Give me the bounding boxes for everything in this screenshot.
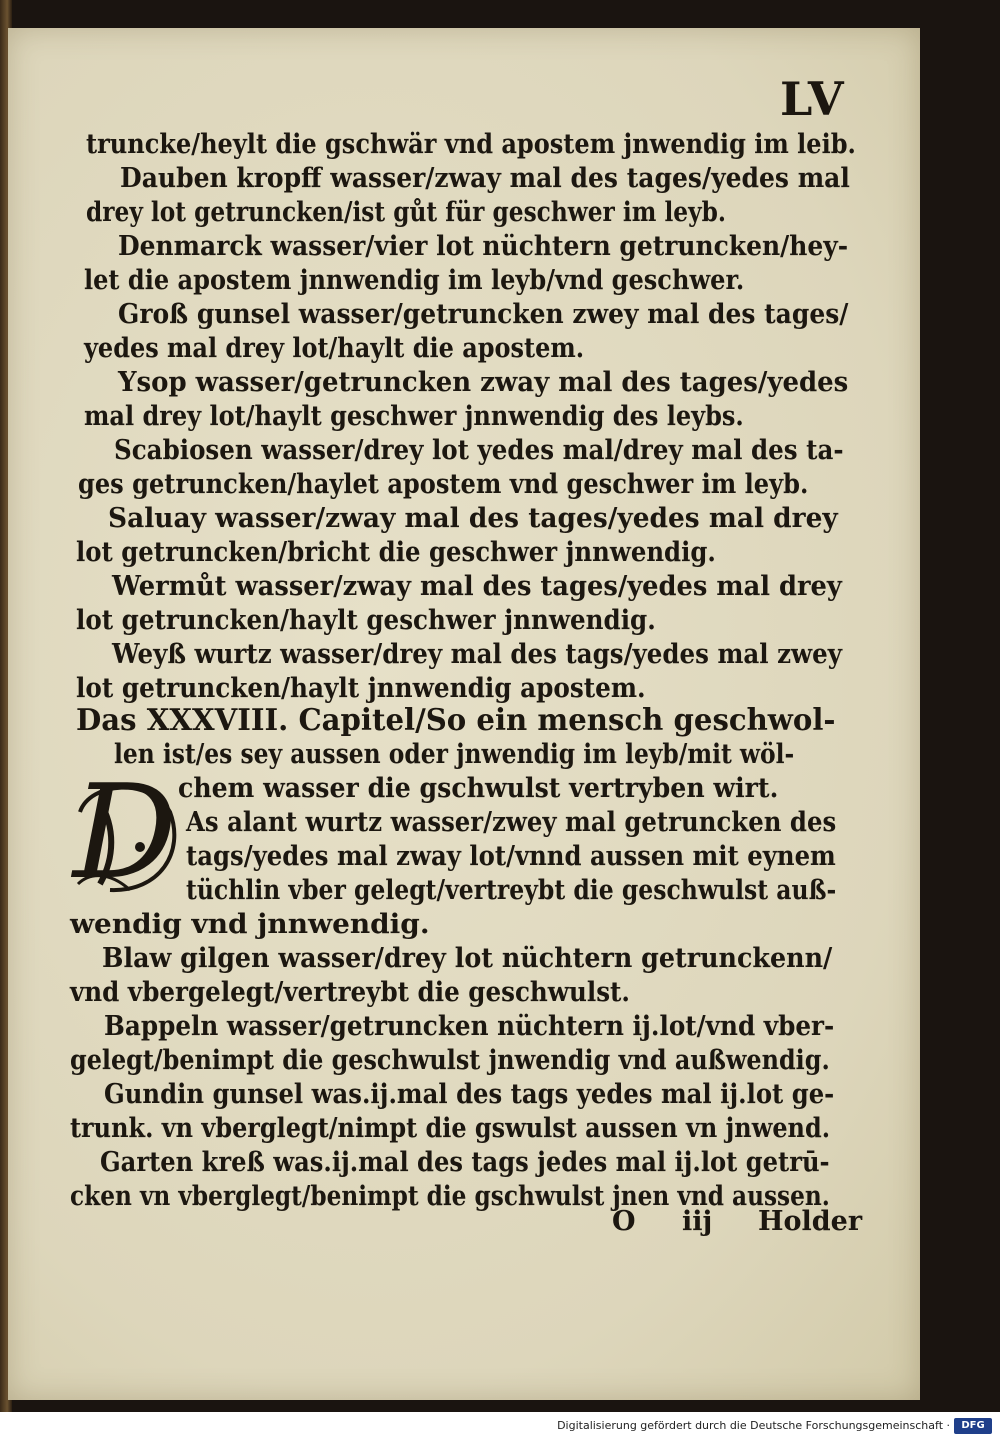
footer-bar (0, 1412, 1000, 1440)
text-line: truncke/heylt die gschwär vnd apostem jnwendig im leib. (86, 129, 856, 160)
text-line: lot getruncken/haylt jnnwendig apostem. (76, 673, 646, 704)
catchword: Holder (758, 1206, 863, 1237)
text-line: Ysop wasser/getruncken zway mal des tages/yedes (118, 367, 849, 398)
text-line: mal drey lot/haylt geschwer jnnwendig des leybs. (84, 401, 744, 432)
text-line: As alant wurtz wasser/zwey mal getruncken des (186, 807, 837, 838)
text-line: Blaw gilgen wasser/drey lot nüchtern getrunckenn/ (102, 943, 833, 974)
text-line: lot getruncken/haylt geschwer jnnwendig. (76, 605, 656, 636)
signature-roman-numeral: iij (682, 1206, 713, 1237)
text-line: Scabiosen wasser/drey lot yedes mal/drey mal des ta- (114, 435, 844, 466)
dfg-logo-icon: DFG (954, 1418, 992, 1434)
text-line: Dauben kropff wasser/zway mal des tages/yedes mal (120, 163, 850, 194)
text-line: cken vn vberglegt/benimpt die gschwulst jnen vnd aussen. (70, 1181, 830, 1212)
chapter-heading-line: Das XXXVIII. Capitel/So ein mensch geschwol- (76, 703, 836, 738)
text-line: wendig vnd jnnwendig. (70, 909, 430, 940)
text-line: trunk. vn vberglegt/nimpt die gswulst aussen vn jnwend. (70, 1113, 831, 1144)
text-line: Groß gunsel wasser/getruncken zwey mal des tages/ (118, 299, 849, 330)
text-line: tüchlin vber gelegt/vertreybt die geschwulst auß- (186, 875, 837, 906)
footer-credit: Digitalisierung gefördert durch die Deutsche Forschungsgemeinschaft · (557, 1419, 950, 1432)
text-line: Weyß wurtz wasser/drey mal des tags/yedes mal zwey (112, 639, 842, 670)
chapter-heading-line: len ist/es sey aussen oder jnwendig im leyb/mit wöl- (114, 739, 795, 770)
initial-letter: D (72, 756, 178, 908)
text-line: lot getruncken/bricht die geschwer jnnwendig. (76, 537, 716, 568)
text-line: yedes mal drey lot/haylt die apostem. (84, 333, 585, 364)
text-line: Wermůt wasser/zway mal des tages/yedes mal drey (112, 571, 842, 602)
decorated-initial (70, 756, 180, 908)
signature-mark: O (612, 1206, 636, 1237)
text-line: vnd vbergelegt/vertreybt die geschwulst. (70, 977, 630, 1008)
chapter-heading-line: chem wasser die gschwulst vertryben wirt. (178, 773, 779, 804)
text-line: Garten kreß was.ij.mal des tags jedes mal ij.lot getrū- (100, 1147, 830, 1178)
text-line: gelegt/benimpt die geschwulst jnwendig vnd außwendig. (70, 1045, 830, 1076)
text-line: Gundin gunsel was.ij.mal des tags yedes mal ij.lot ge- (104, 1079, 835, 1110)
text-line: Denmarck wasser/vier lot nüchtern getruncken/hey- (118, 231, 849, 262)
text-line: Bappeln wasser/getruncken nüchtern ij.lot/vnd vber- (104, 1011, 835, 1042)
text-line: ges getruncken/haylet apostem vnd geschwer im leyb. (78, 469, 809, 500)
signature-line (610, 1206, 863, 1246)
folio-number: LV (780, 72, 845, 126)
text-line: Saluay wasser/zway mal des tages/yedes mal drey (108, 503, 838, 534)
text-line: let die apostem jnnwendig im leyb/vnd geschwer. (84, 265, 745, 296)
text-line: drey lot getruncken/ist gůt für geschwer im leyb. (86, 197, 726, 228)
text-line: tags/yedes mal zway lot/vnnd aussen mit eynem (186, 841, 836, 872)
